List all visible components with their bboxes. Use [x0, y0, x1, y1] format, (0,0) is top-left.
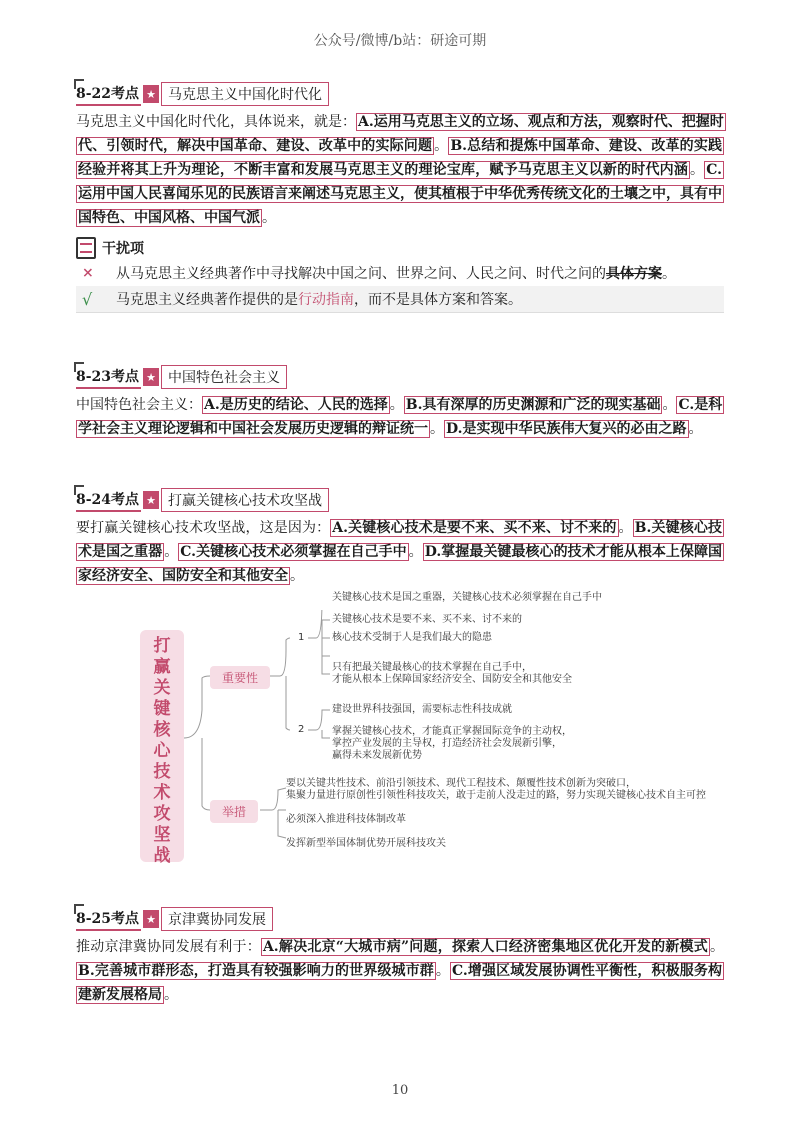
point-a: A.是历史的结论、人民的选择 [204, 397, 388, 413]
mindmap-diagram [140, 592, 706, 870]
root-char: 打 [153, 636, 171, 656]
intro-text: 马克思主义中国化时代化，具体说来，就是： [76, 114, 356, 130]
node-importance: 重要性 [210, 666, 270, 689]
check-icon: √ [82, 289, 93, 309]
section-title-row [76, 82, 724, 106]
wrong-text-main: 从马克思主义经典著作中寻找解决中国之问、世界之问、人民之问、时代之问的 [116, 266, 606, 282]
page-header: 公众号/微博/b站：研途可期 [313, 33, 487, 49]
section-body: 中国特色社会主义： A.是历史的结论、人民的选择 。 B.具有深厚的历史渊源和广泛的现实基础 。 C.是科学社会主义理论逻辑和中国社会发展历史逻辑的辩证统一 。 D.是实现中华民族伟大复兴的必由之路 。 [76, 397, 723, 437]
importance-1-b: 关键核心技术是要不来、买不来、讨不来的 [332, 614, 522, 625]
section-body: 要打赢关键核心技术攻坚战，这是因为： A.关键核心技术是要不来、买不来、讨不来的 。 B.关键核心技术是国之重器 。 C.关键核心技术必须掌握在自己手中 。 D.掌握最关键最核心的技术才能从根本上保障国家经济安全、国防安全和其他安全 。 [76, 520, 723, 584]
cross-icon: × [82, 265, 94, 281]
section-title-row [76, 488, 724, 512]
section-title: 打赢关键核心技术攻坚战 [161, 488, 329, 512]
branch-2-connector [308, 710, 330, 738]
star-icon: ★ [143, 491, 159, 509]
section-title: 中国特色社会主义 [161, 365, 287, 389]
star-icon: ★ [143, 368, 159, 386]
root-char: 攻 [153, 804, 171, 824]
importance-2-a: 建设世界科技强国，需要标志性科技成就 [332, 704, 512, 715]
measure-a1: 要以关键共性技术、前沿引领技术、现代工程技术、颠覆性技术创新为突破口， [286, 778, 636, 789]
root-char: 关 [153, 678, 171, 698]
measure-c: 发挥新型举国体制优势开展科技攻关 [286, 838, 446, 849]
section-number: 8-24考点 [76, 489, 141, 512]
point-a: A.解决北京“大城市病”问题，探索人口经济密集地区优化开发的新模式 [262, 939, 708, 955]
importance-2-b3: 赢得未来发展新优势 [332, 750, 422, 761]
point-d: D.掌握最关键最核心的技术才能从根本上保障国家经济安全、国防安全和其他安全 [78, 544, 723, 584]
section-8-22 [76, 82, 724, 313]
section-8-25 [76, 907, 724, 1007]
section-body: 马克思主义中国化时代化，具体说来，就是： A.运用马克思主义的立场、观点和方法，观察时代、把握时代、引领时代，解决中国革命、建设、改革中的实际问题 。 B.总结和提炼中国革命、建设、改革的实践经验并将其上升为理论，不断丰富和发展马克思主义的理论宝库，赋予马克思主义以新的时代内涵 。 C.运用中国人民喜闻乐见的民族语言来阐述马克思主义，使其植根于中华优秀传统文化的土壤之中，具有中国特色、中国风格、中国气派 。 [76, 114, 724, 226]
correct-text-pre: 马克思主义经典著作提供的是 [116, 292, 298, 308]
importance-1-c: 核心技术受制于人是我们最大的隐患 [332, 632, 492, 643]
correct-statement [76, 286, 724, 313]
point-c: C.增强区域发展协调性平衡性，积极服务构建新发展格局 [78, 963, 722, 1003]
root-char: 核 [153, 720, 171, 740]
section-body: 推动京津冀协同发展有利于： A.解决北京“大城市病”问题，探索人口经济密集地区优化开发的新模式 。B.完善城市群形态，打造具有较强影响力的世界级城市群 。 C.增强区域发展协调性平衡性，积极服务构建新发展格局 。 [76, 939, 724, 1003]
section-title-row [76, 907, 724, 931]
distractor-heading [76, 236, 724, 260]
point-b: B.完善城市群形态，打造具有较强影响力的世界级城市群 [78, 963, 434, 979]
correct-red: 行动指南 [298, 292, 354, 308]
section-8-23 [76, 365, 724, 441]
intro-text: 要打赢关键核心技术攻坚战，这是因为： [76, 520, 331, 536]
wrong-text: 从马克思主义经典著作中寻找解决中国之问、世界之问、人民之问、时代之问的具体方案。 [116, 266, 676, 282]
section-title: 京津冀协同发展 [161, 907, 273, 931]
root-branch-connector [184, 676, 210, 810]
point-a: A.运用马克思主义的立场、观点和方法，观察时代、把握时代、引领时代，解决中国革命、建设、改革中的实际问题 [78, 114, 724, 154]
intro-text: 中国特色社会主义： [76, 397, 202, 413]
star-icon: ★ [143, 85, 159, 103]
correct-text [116, 289, 522, 309]
importance-connector [268, 638, 290, 730]
measure-b: 必须深入推进科技体制改革 [286, 814, 406, 825]
point-a: A.关键核心技术是要不来、买不来、讨不来的 [332, 520, 617, 536]
point-c: C.运用中国人民喜闻乐见的民族语言来阐述马克思主义，使其植根于中华优秀传统文化的土壤之中，具有中国特色、中国风格、中国气派 [78, 162, 722, 226]
importance-1-d2: 才能从根本上保障国家经济安全、国防安全和其他安全 [332, 674, 572, 685]
mindmap-root [140, 630, 184, 866]
measure-a2: 集聚力量进行原创性引领性科技攻关，敢于走前人没走过的路，努力实现关键核心技术自主可控 [286, 790, 706, 801]
section-title: 马克思主义中国化时代化 [161, 82, 329, 106]
section-number: 8-23考点 [76, 366, 141, 389]
root-char: 坚 [153, 825, 171, 845]
measures-connector [260, 788, 286, 838]
section-title-row [76, 365, 724, 389]
root-char: 键 [153, 699, 171, 719]
clipboard-icon [76, 237, 96, 259]
node-2: 2 [298, 724, 305, 735]
root-char: 术 [153, 783, 171, 803]
root-char: 心 [153, 741, 171, 761]
root-char: 技 [153, 762, 171, 782]
intro-text: 推动京津冀协同发展有利于： [76, 939, 261, 955]
root-char: 战 [153, 846, 171, 866]
distractor-title: 干扰项 [102, 241, 144, 257]
section-number: 8-22考点 [76, 83, 141, 106]
wrong-statement [76, 260, 724, 286]
importance-1-a: 关键核心技术是国之重器，关键核心技术必须掌握在自己手中 [332, 592, 602, 603]
point-b: B.总结和提炼中国革命、建设、改革的实践经验并将其上升为理论，不断丰富和发展马克思主义的理论宝库，赋予马克思主义以新的时代内涵 [78, 138, 722, 178]
section-number: 8-25考点 [76, 908, 141, 931]
correct-text-post: ，而不是具体方案和答案。 [354, 292, 522, 308]
star-icon: ★ [143, 910, 159, 928]
node-1: 1 [298, 632, 305, 643]
importance-2-b1: 掌握关键核心技术，才能真正掌握国际竞争的主动权， [332, 726, 572, 737]
point-d: D.是实现中华民族伟大复兴的必由之路 [446, 421, 687, 437]
point-b: B.具有深厚的历史渊源和广泛的现实基础 [405, 397, 661, 413]
importance-1-d1: 只有把最关键最核心的技术掌握在自己手中， [332, 662, 532, 673]
page-number: 10 [391, 1083, 409, 1098]
node-measures: 举措 [210, 800, 258, 823]
root-char: 赢 [153, 657, 171, 677]
section-8-24 [76, 488, 724, 588]
point-b: B.关键核心技术是国之重器 [78, 520, 722, 560]
branch-1-connector [308, 610, 330, 674]
point-c: C.是科学社会主义理论逻辑和中国社会发展历史逻辑的辩证统一 [78, 397, 723, 437]
importance-2-b2: 掌控产业发展的主导权，打造经济社会发展新引擎， [332, 738, 562, 749]
point-c: C.关键核心技术必须掌握在自己手中 [180, 544, 407, 560]
wrong-strike: 具体方案 [606, 266, 662, 282]
